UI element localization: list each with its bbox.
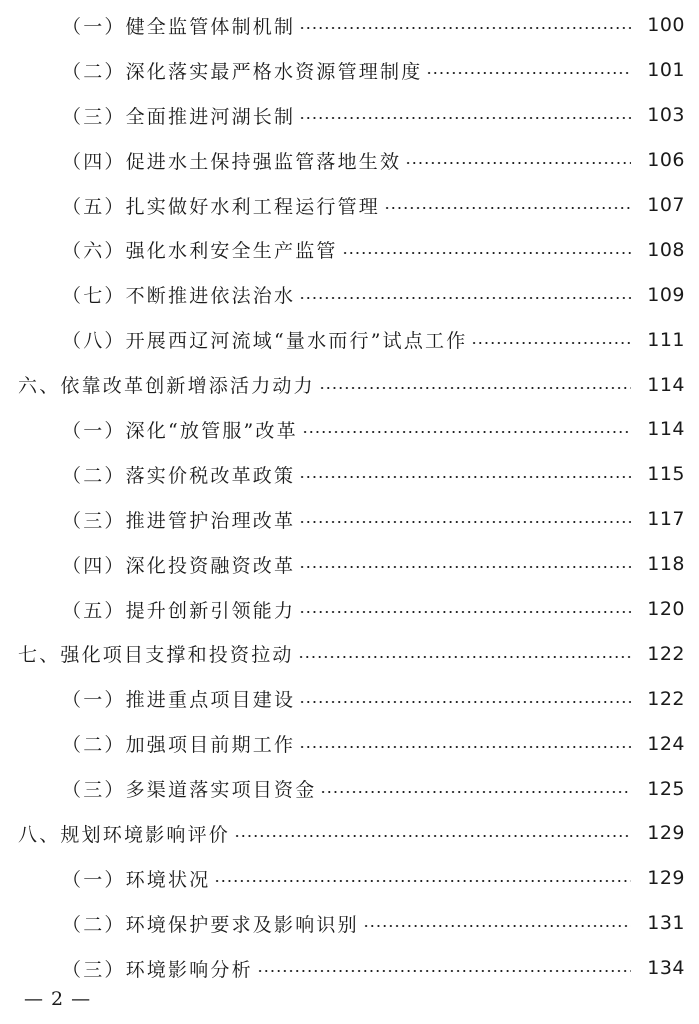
dot-leader <box>426 72 631 74</box>
dot-leader <box>298 656 631 658</box>
toc-entry-page: 106 <box>647 149 685 172</box>
toc-entry-title: （六）强化水利安全生产监管 <box>62 240 338 263</box>
dot-leader <box>234 835 631 837</box>
dot-leader <box>471 342 631 344</box>
toc-entry-page: 125 <box>647 777 685 800</box>
toc-entry-page: 124 <box>647 732 685 755</box>
toc-entry[interactable] <box>0 227 699 272</box>
toc-entry[interactable] <box>0 587 699 632</box>
toc-entry-title: （三）全面推进河湖长制 <box>62 105 296 128</box>
toc-entry-title: （八）开展西辽河流域“量水而行”试点工作 <box>62 330 468 353</box>
toc-entry[interactable] <box>0 452 699 497</box>
dot-leader <box>384 207 631 209</box>
toc-entry[interactable] <box>0 407 699 452</box>
toc-section-heading[interactable] <box>0 631 699 676</box>
toc-entry-title: （三）多渠道落实项目资金 <box>62 779 317 802</box>
toc-entry-page: 120 <box>647 598 685 621</box>
toc-entry-title: （二）深化落实最严格水资源管理制度 <box>62 60 423 83</box>
toc-entry-page: 129 <box>647 822 685 845</box>
toc-entry-page: 111 <box>647 328 685 351</box>
dot-leader <box>299 611 631 613</box>
toc-entry-title: 七、强化项目支撑和投资拉动 <box>18 644 294 667</box>
toc-entry-title: （五）提升创新引领能力 <box>62 599 296 622</box>
toc-entry[interactable] <box>0 497 699 542</box>
toc-entry-title: （三）推进管护治理改革 <box>62 509 296 532</box>
toc-entry[interactable] <box>0 317 699 362</box>
toc-entry-title: 六、依靠改革创新增添活力动力 <box>18 375 315 398</box>
dot-leader <box>299 521 631 523</box>
toc-entry-page: 122 <box>647 642 685 665</box>
toc-entry-title: （一）环境状况 <box>62 868 211 891</box>
toc-entry-page: 118 <box>647 553 685 576</box>
dot-leader <box>405 162 631 164</box>
toc-section-heading[interactable] <box>0 811 699 856</box>
toc-entry-page: 131 <box>647 912 685 935</box>
toc-entry[interactable] <box>0 676 699 721</box>
toc-entry-page: 117 <box>647 508 685 531</box>
toc-entry-title: （五）扎实做好水利工程运行管理 <box>62 195 381 218</box>
toc-entry[interactable] <box>0 766 699 811</box>
dot-leader <box>299 476 631 478</box>
toc-entry-title: （四）深化投资融资改革 <box>62 554 296 577</box>
dot-leader <box>299 701 631 703</box>
dot-leader <box>320 791 631 793</box>
toc-entry[interactable] <box>0 721 699 766</box>
dot-leader <box>299 566 631 568</box>
toc-entry-page: 115 <box>647 463 685 486</box>
dot-leader <box>363 925 631 927</box>
toc-entry-page: 101 <box>647 59 685 82</box>
toc-entry[interactable] <box>0 542 699 587</box>
toc-entry[interactable] <box>0 93 699 138</box>
dot-leader <box>302 431 631 433</box>
toc-entry-page: 103 <box>647 104 685 127</box>
toc-entry-title: 八、规划环境影响评价 <box>18 823 231 846</box>
toc-entry-page: 122 <box>647 687 685 710</box>
toc-entry-page: 114 <box>647 418 685 441</box>
dot-leader <box>299 27 631 29</box>
toc-entry-page: 108 <box>647 238 685 261</box>
toc-entry[interactable] <box>0 946 699 991</box>
dot-leader <box>342 252 631 254</box>
toc-entry[interactable] <box>0 901 699 946</box>
toc-entry-page: 107 <box>647 194 685 216</box>
toc-entry-title: （二）环境保护要求及影响识别 <box>62 913 359 936</box>
toc-entry-page: 134 <box>647 957 685 980</box>
dot-leader <box>257 970 631 972</box>
toc-entry[interactable] <box>0 183 699 228</box>
dot-leader <box>214 880 631 882</box>
toc-entry[interactable] <box>0 138 699 183</box>
toc-entry-title: （一）健全监管体制机制 <box>62 15 296 38</box>
toc-entry-title: （一）深化“放管服”改革 <box>62 419 298 442</box>
toc-section-heading[interactable] <box>0 362 699 407</box>
dot-leader <box>299 297 631 299</box>
toc-entry-title: （二）加强项目前期工作 <box>62 734 296 757</box>
toc-entry[interactable] <box>0 856 699 901</box>
toc-entry-title: （四）促进水土保持强监管落地生效 <box>62 150 402 173</box>
toc-entry-page: 114 <box>647 373 685 396</box>
toc-entry[interactable] <box>0 48 699 93</box>
dot-leader <box>299 746 631 748</box>
toc-entry-page: 109 <box>647 283 685 306</box>
page-number-footer: — 2 — <box>24 988 92 1010</box>
toc-entry-page: 100 <box>647 14 685 37</box>
dot-leader <box>319 387 631 389</box>
toc-entry-page: 129 <box>647 867 685 890</box>
toc-entry-title: （七）不断推进依法治水 <box>62 285 296 308</box>
toc-entry-title: （二）落实价税改革政策 <box>62 464 296 487</box>
table-of-contents <box>0 3 699 991</box>
toc-entry[interactable] <box>0 272 699 317</box>
toc-entry-title: （一）推进重点项目建设 <box>62 689 296 712</box>
dot-leader <box>299 117 631 119</box>
toc-entry[interactable] <box>0 3 699 48</box>
toc-entry-title: （三）环境影响分析 <box>62 958 253 981</box>
